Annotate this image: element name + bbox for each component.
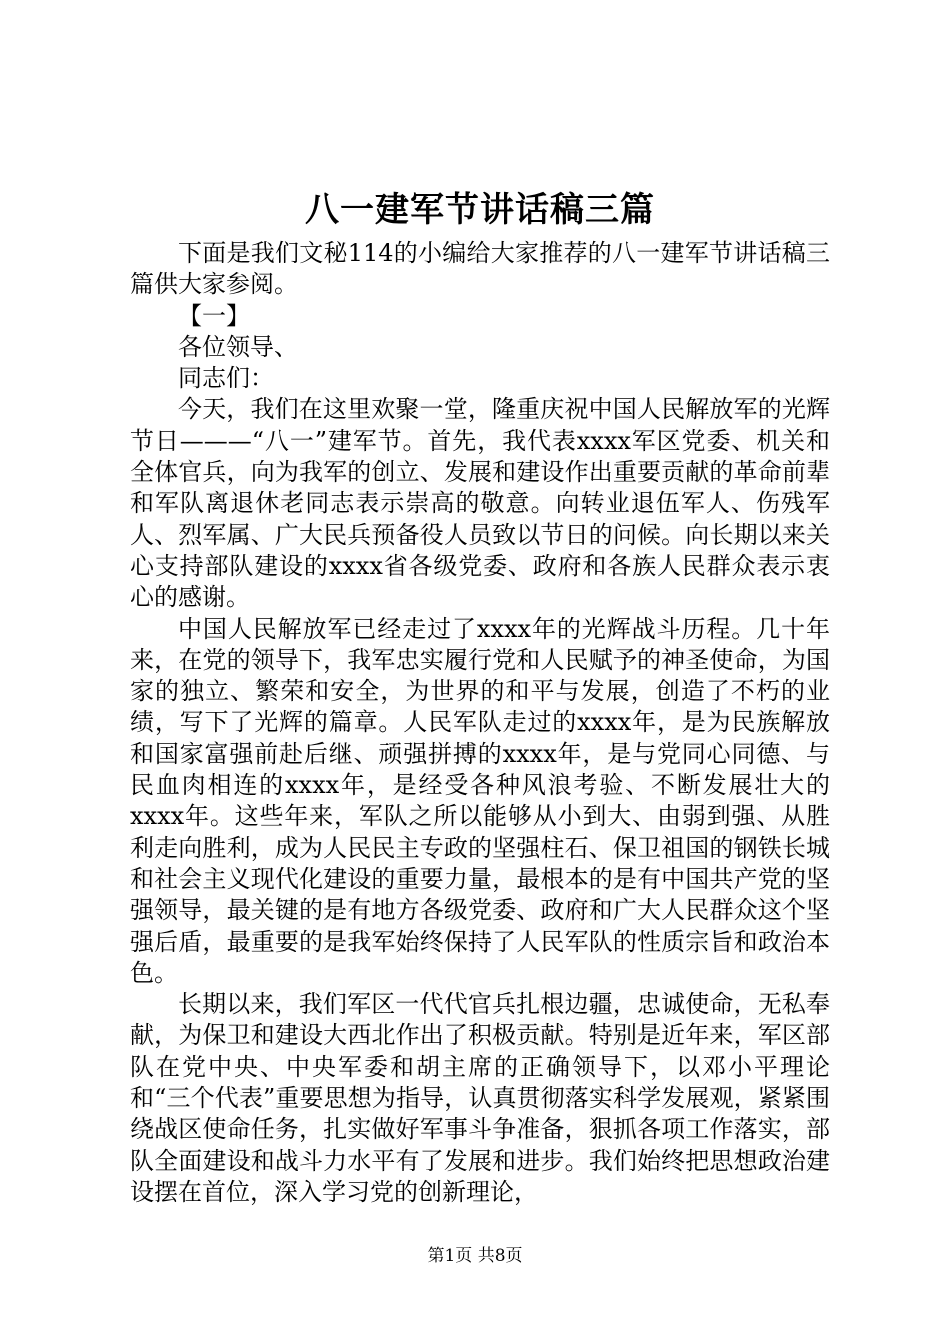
body-paragraph: 长期以来，我们军区一代代官兵扎根边疆，忠诚使命，无私奉献，为保卫和建设大西北作出了积极贡献。特别是近年来，军区部队在党中央、中央军委和胡主席的正确领导下，以邓小平理论和“三个代表”重要思想为指导，认真贯彻落实科学发展观，紧紧围绕战区使命任务，扎实做好军事斗争准备，狠抓各项工作落实，部队全面建设和战斗力水平有了发展和进步。我们始终把思想政治建设摆在首位，深入学习党的创新理论， bbox=[130, 990, 830, 1206]
salutation-line: 同志们： bbox=[178, 364, 274, 393]
salutation-line: 各位领导、 bbox=[178, 332, 298, 361]
document-page bbox=[130, 182, 830, 1208]
document-title: 八一建军节讲话稿三篇 bbox=[305, 190, 655, 230]
section-heading: 【一】 bbox=[178, 301, 250, 330]
body-paragraph: 中国人民解放军已经走过了xxxx年的光辉战斗历程。几十年来，在党的领导下，我军忠实履行党和人民赋予的神圣使命，为国家的独立、繁荣和安全，为世界的和平与发展，创造了不朽的业绩，写下了光辉的篇章。人民军队走过的xxxx年，是为民族解放和国家富强前赴后继、顽强拼搏的xxxx年，是与党同心同德、与民血肉相连的xxxx年，是经受各种风浪考验、不断发展壮大的xxxx年。这些年来，军队之所以能够从小到大、由弱到强、从胜利走向胜利，成为人民民主专政的坚强柱石、保卫祖国的钢铁长城和社会主义现代化建设的重要力量，最根本的是有中国共产党的坚强领导，最关键的是有地方各级党委、政府和广大人民群众这个坚强后盾，最重要的是我军始终保持了人民军队的性质宗旨和政治本色。 bbox=[130, 614, 830, 987]
intro-paragraph: 下面是我们文秘114的小编给大家推荐的八一建军节讲话稿三篇供大家参阅。 bbox=[130, 239, 830, 299]
body-paragraph: 今天，我们在这里欢聚一堂，隆重庆祝中国人民解放军的光辉节日———“八一”建军节。首先，我代表xxxx军区党委、机关和全体官兵，向为我军的创立、发展和建设作出重要贡献的革命前辈和军队离退休老同志表示崇高的敬意。向转业退伍军人、伤残军人、烈军属、广大民兵预备役人员致以节日的问候。向长期以来关心支持部队建设的xxxx省各级党委、政府和各族人民群众表示衷心的感谢。 bbox=[130, 395, 830, 612]
page-footer: 第1页 共8页 bbox=[427, 1246, 523, 1266]
